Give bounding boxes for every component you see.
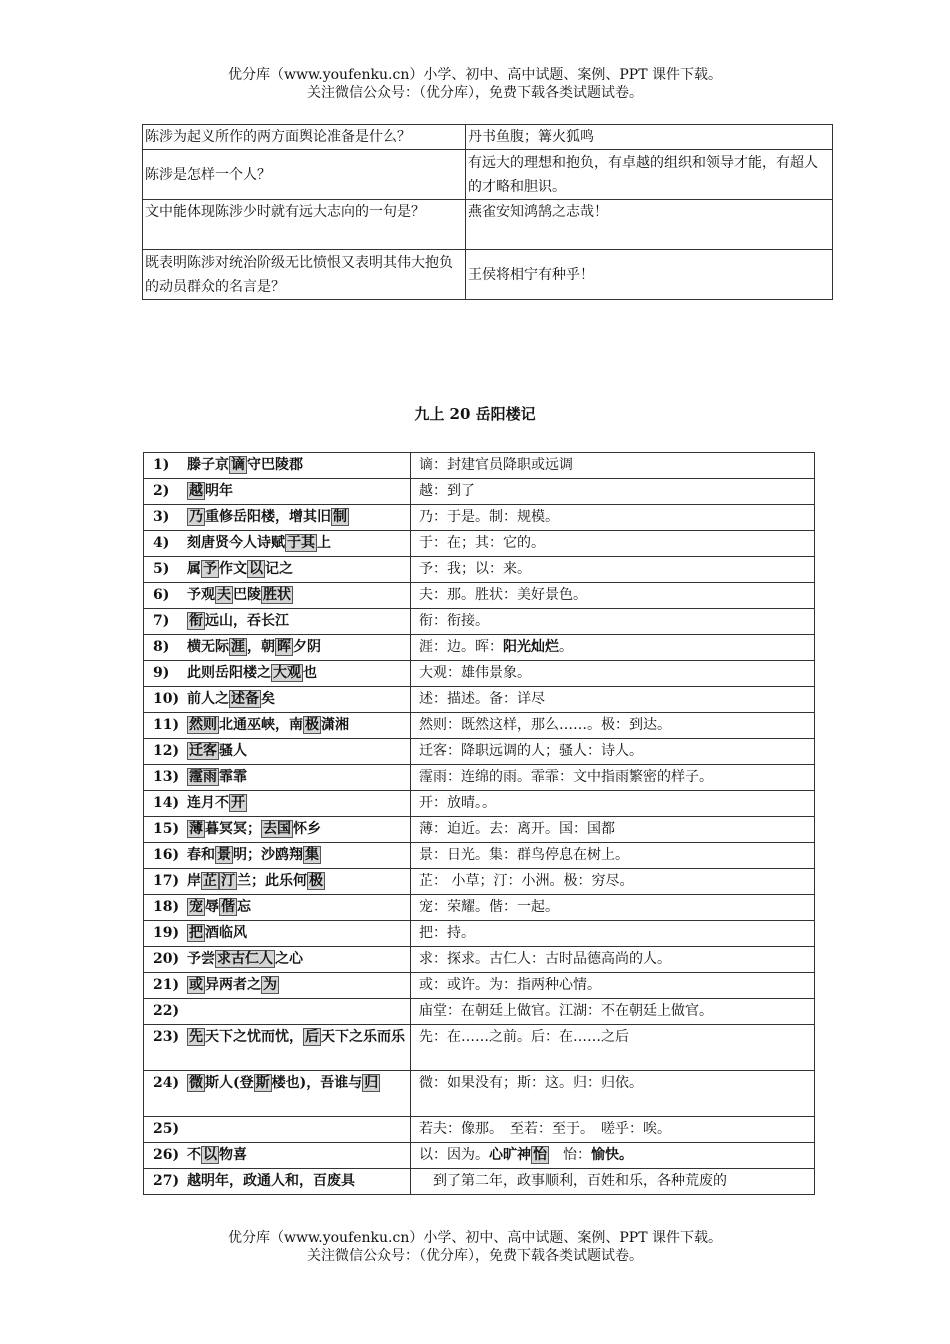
l-text-segment: 暮冥冥； bbox=[205, 821, 261, 837]
l-text-segment: 也 bbox=[303, 665, 317, 681]
vocab-number: 14) bbox=[153, 795, 180, 811]
qa-question: 既表明陈涉对统治阶级无比愤恨又表明其伟大抱负的动员群众的名言是？ bbox=[143, 250, 466, 300]
l-text-segment: 薄 bbox=[189, 821, 203, 837]
vocab-explanation bbox=[411, 739, 815, 765]
header-line-1: 优分库（www.youfenku.cn）小学、初中、高中试题、案例、PPT 课件下载。 bbox=[227, 67, 722, 83]
vocab-phrase bbox=[144, 1117, 411, 1143]
vocab-number: 15) bbox=[153, 821, 180, 837]
l-text-segment: 胜状 bbox=[263, 587, 291, 603]
l-text-segment: 春和 bbox=[187, 847, 215, 863]
vocab-phrase bbox=[144, 557, 411, 583]
r-text-segment: 述：描述。备：详尽 bbox=[419, 691, 545, 707]
vocab-explanation bbox=[411, 687, 815, 713]
l-text-segment: 潇湘 bbox=[321, 717, 349, 733]
vocab-phrase bbox=[144, 635, 411, 661]
r-text-segment: 怡： bbox=[549, 1147, 591, 1163]
r-text-segment: 大观：雄伟景象。 bbox=[419, 665, 531, 681]
l-text-segment: 滕子京 bbox=[187, 457, 229, 473]
vocab-phrase bbox=[144, 947, 411, 973]
l-text-segment: 忘 bbox=[237, 899, 251, 915]
r-text-segment: 迁客：降职远调的人；骚人：诗人。 bbox=[419, 743, 643, 759]
vocab-row bbox=[144, 453, 815, 479]
qa-question: 文中能体现陈涉少时就有远大志向的一句是？ bbox=[143, 200, 466, 250]
vocab-phrase bbox=[144, 1169, 411, 1195]
vocab-explanation bbox=[411, 921, 815, 947]
vocab-explanation bbox=[411, 505, 815, 531]
qa-answer: 丹书鱼腹；篝火狐鸣 bbox=[466, 125, 833, 150]
l-text-segment: 把 bbox=[189, 925, 203, 941]
vocab-phrase bbox=[144, 531, 411, 557]
vocab-number: 16) bbox=[153, 847, 180, 863]
l-text-segment: ，朝 bbox=[247, 639, 275, 655]
vocab-row bbox=[144, 635, 815, 661]
vocab-row bbox=[144, 687, 815, 713]
l-text-segment: 涯 bbox=[231, 639, 245, 655]
l-text-segment: 越 bbox=[189, 483, 203, 499]
vocab-row bbox=[144, 713, 815, 739]
l-text-segment: 汀 bbox=[221, 873, 235, 889]
r-text-segment: 愉快。 bbox=[591, 1147, 633, 1163]
vocab-number: 18) bbox=[153, 899, 180, 915]
r-text-segment: 于：在；其：它的。 bbox=[419, 535, 545, 551]
l-text-segment: 予观 bbox=[187, 587, 215, 603]
l-text-segment: 楼也)，吾谁与 bbox=[271, 1075, 363, 1091]
l-text-segment: 然则 bbox=[189, 717, 217, 733]
vocab-number: 27) bbox=[153, 1173, 180, 1189]
vocab-row bbox=[144, 479, 815, 505]
l-text-segment: 予尝 bbox=[187, 951, 215, 967]
l-text-segment: 景 bbox=[217, 847, 231, 863]
footer-line-2: 关注微信公众号：（优分库），免费下载各类试题试卷。 bbox=[307, 1248, 643, 1264]
vocab-phrase bbox=[144, 583, 411, 609]
l-text-segment: 越明年，政通人和，百废具 bbox=[187, 1173, 355, 1189]
l-text-segment: 记之 bbox=[265, 561, 293, 577]
vocab-explanation bbox=[411, 1169, 815, 1195]
page-footer bbox=[0, 1229, 950, 1265]
vocab-number: 23) bbox=[153, 1029, 180, 1045]
vocab-row bbox=[144, 947, 815, 973]
vocab-phrase bbox=[144, 973, 411, 999]
vocab-phrase bbox=[144, 713, 411, 739]
r-text-segment: 霪雨：连绵的雨。霏霏：文中指雨繁密的样子。 bbox=[419, 769, 713, 785]
vocab-phrase bbox=[144, 765, 411, 791]
l-text-segment: 大观 bbox=[273, 665, 301, 681]
vocab-number: 9) bbox=[153, 665, 170, 681]
vocab-row bbox=[144, 869, 815, 895]
l-text-segment: 夕阴 bbox=[293, 639, 321, 655]
l-text-segment: 极 bbox=[309, 873, 323, 889]
l-text-segment: 作文 bbox=[219, 561, 247, 577]
vocab-number: 19) bbox=[153, 925, 180, 941]
vocab-row bbox=[144, 973, 815, 999]
l-text-segment: 属 bbox=[187, 561, 201, 577]
l-text-segment: 守巴陵郡 bbox=[247, 457, 303, 473]
r-text-segment: 把：持。 bbox=[419, 925, 475, 941]
r-text-segment: 怡 bbox=[533, 1147, 547, 1163]
vocab-explanation bbox=[411, 791, 815, 817]
l-text-segment: 岸 bbox=[187, 873, 201, 889]
vocab-explanation bbox=[411, 999, 815, 1025]
vocab-phrase bbox=[144, 791, 411, 817]
l-text-segment: 晖 bbox=[277, 639, 291, 655]
l-text-segment: 以 bbox=[203, 1147, 217, 1163]
qa-row bbox=[143, 200, 833, 250]
r-text-segment: 微：如果没有；斯：这。归：归依。 bbox=[419, 1075, 643, 1091]
vocab-row bbox=[144, 505, 815, 531]
vocab-explanation bbox=[411, 869, 815, 895]
r-text-segment: 阳光灿烂 bbox=[503, 639, 559, 655]
l-text-segment: 矣 bbox=[261, 691, 275, 707]
vocab-row bbox=[144, 817, 815, 843]
vocab-explanation bbox=[411, 583, 815, 609]
vocab-phrase bbox=[144, 921, 411, 947]
vocab-phrase bbox=[144, 661, 411, 687]
l-text-segment: 怀乡 bbox=[293, 821, 321, 837]
vocab-phrase bbox=[144, 687, 411, 713]
footer-line-1: 优分库（www.youfenku.cn）小学、初中、高中试题、案例、PPT 课件下载。 bbox=[227, 1230, 722, 1246]
l-text-segment: 归 bbox=[364, 1075, 379, 1091]
vocab-number: 13) bbox=[153, 769, 180, 785]
vocab-number: 12) bbox=[153, 743, 180, 759]
l-text-segment: 远山，吞长江 bbox=[205, 613, 289, 629]
vocab-row bbox=[144, 609, 815, 635]
vocab-phrase bbox=[144, 1025, 411, 1071]
vocab-phrase bbox=[144, 817, 411, 843]
l-text-segment: 上 bbox=[317, 535, 331, 551]
r-text-segment: 谪：封建官员降职或远调 bbox=[419, 457, 573, 473]
l-text-segment: 天下之忧而忧， bbox=[205, 1029, 303, 1045]
vocab-explanation bbox=[411, 1117, 815, 1143]
vocab-row bbox=[144, 557, 815, 583]
vocab-phrase bbox=[144, 739, 411, 765]
vocab-phrase bbox=[144, 999, 411, 1025]
l-text-segment: 为 bbox=[263, 977, 277, 993]
l-text-segment: 异两者之 bbox=[205, 977, 261, 993]
qa-question: 陈涉是怎样一个人？ bbox=[143, 150, 466, 200]
l-text-segment: 不 bbox=[187, 1147, 201, 1163]
vocab-explanation bbox=[411, 453, 815, 479]
qa-table bbox=[142, 124, 833, 300]
vocab-phrase bbox=[144, 895, 411, 921]
l-text-segment: 横无际 bbox=[187, 639, 229, 655]
l-text-segment: 制 bbox=[333, 509, 347, 525]
vocab-explanation bbox=[411, 531, 815, 557]
vocab-number: 11) bbox=[153, 717, 180, 733]
vocab-number: 25) bbox=[153, 1121, 180, 1137]
vocab-number: 6) bbox=[153, 587, 170, 603]
l-text-segment: 霏霏 bbox=[219, 769, 247, 785]
l-text-segment: 物喜 bbox=[219, 1147, 247, 1163]
vocab-explanation bbox=[411, 973, 815, 999]
vocab-explanation bbox=[411, 609, 815, 635]
r-text-segment: 开：放晴。。 bbox=[419, 795, 496, 811]
vocab-number: 22) bbox=[153, 1003, 180, 1019]
r-text-segment: 乃：于是。制：规模。 bbox=[419, 509, 559, 525]
l-text-segment: 衔 bbox=[189, 613, 203, 629]
vocab-row bbox=[144, 661, 815, 687]
qa-answer: 燕雀安知鸿鹄之志哉！ bbox=[466, 200, 833, 250]
l-text-segment: 偕 bbox=[221, 899, 235, 915]
vocab-phrase bbox=[144, 1143, 411, 1169]
page-header bbox=[0, 66, 950, 102]
l-text-segment: 以 bbox=[249, 561, 263, 577]
l-text-segment: 开 bbox=[231, 795, 245, 811]
l-text-segment: 重修岳阳楼，增其旧 bbox=[205, 509, 331, 525]
l-text-segment: 之心 bbox=[275, 951, 303, 967]
vocab-explanation bbox=[411, 947, 815, 973]
qa-row bbox=[143, 125, 833, 150]
l-text-segment: 前人之 bbox=[187, 691, 229, 707]
l-text-segment: 此则岳阳楼之 bbox=[187, 665, 271, 681]
l-text-segment: 宠 bbox=[189, 899, 203, 915]
vocab-number: 24) bbox=[153, 1075, 180, 1091]
vocab-explanation bbox=[411, 1025, 815, 1071]
r-text-segment: 然则：既然这样，那么……。极：到达。 bbox=[419, 717, 671, 733]
vocab-explanation bbox=[411, 817, 815, 843]
r-text-segment: 景：日光。集：群鸟停息在树上。 bbox=[419, 847, 629, 863]
vocab-number: 10) bbox=[153, 691, 180, 707]
vocab-explanation bbox=[411, 479, 815, 505]
r-text-segment: 庙堂：在朝廷上做官。江湖：不在朝廷上做官。 bbox=[419, 1003, 713, 1019]
header-line-2: 关注微信公众号：（优分库），免费下载各类试题试卷。 bbox=[307, 85, 643, 101]
l-text-segment: 求古仁人 bbox=[217, 951, 273, 967]
l-text-segment: 斯人(登 bbox=[205, 1075, 254, 1091]
r-text-segment: 先：在……之前。后：在……之后 bbox=[419, 1029, 629, 1045]
l-text-segment: 刻唐贤今人诗赋 bbox=[187, 535, 285, 551]
r-text-segment: 。 bbox=[559, 639, 573, 655]
vocab-explanation bbox=[411, 713, 815, 739]
qa-row bbox=[143, 150, 833, 200]
vocab-table-body bbox=[144, 453, 815, 1195]
l-text-segment: 明年 bbox=[205, 483, 233, 499]
l-text-segment: 集 bbox=[305, 847, 319, 863]
qa-answer: 有远大的理想和抱负，有卓越的组织和领导才能，有超人的才略和胆识。 bbox=[466, 150, 833, 200]
l-text-segment: 连月不 bbox=[187, 795, 229, 811]
vocab-phrase bbox=[144, 609, 411, 635]
vocab-number: 7) bbox=[153, 613, 170, 629]
r-text-segment: 心旷神 bbox=[489, 1147, 531, 1163]
l-text-segment: 去国 bbox=[263, 821, 291, 837]
l-text-segment: 巴陵 bbox=[233, 587, 261, 603]
l-text-segment: 述备 bbox=[231, 691, 259, 707]
vocab-number: 4) bbox=[153, 535, 170, 551]
vocab-row bbox=[144, 1117, 815, 1143]
l-text-segment: 酒临风 bbox=[205, 925, 247, 941]
section-title: 九上 20 岳阳楼记 bbox=[414, 405, 536, 423]
vocab-explanation bbox=[411, 843, 815, 869]
l-text-segment: 予 bbox=[203, 561, 217, 577]
vocab-row bbox=[144, 765, 815, 791]
vocab-explanation bbox=[411, 895, 815, 921]
vocab-number: 2) bbox=[153, 483, 170, 499]
l-text-segment: 于其 bbox=[287, 535, 315, 551]
vocab-number: 20) bbox=[153, 951, 180, 967]
l-text-segment: 兰；此乐何 bbox=[237, 873, 307, 889]
vocab-explanation bbox=[411, 1071, 815, 1117]
qa-question: 陈涉为起义所作的两方面舆论准备是什么？ bbox=[143, 125, 466, 150]
vocab-number: 5) bbox=[153, 561, 170, 577]
r-text-segment: 予：我；以：来。 bbox=[419, 561, 531, 577]
r-text-segment: 到了第二年，政事顺利，百姓和乐，各种荒废的 bbox=[419, 1173, 727, 1189]
vocab-row bbox=[144, 531, 815, 557]
qa-row bbox=[143, 250, 833, 300]
vocab-row bbox=[144, 1071, 815, 1117]
r-text-segment: 涯：边。晖： bbox=[419, 639, 503, 655]
r-text-segment: 越：到了 bbox=[419, 483, 475, 499]
vocab-explanation bbox=[411, 557, 815, 583]
l-text-segment: 微 bbox=[189, 1075, 203, 1091]
l-text-segment: 辱 bbox=[205, 899, 219, 915]
vocab-number: 26) bbox=[153, 1147, 180, 1163]
vocab-explanation bbox=[411, 635, 815, 661]
vocab-row bbox=[144, 739, 815, 765]
l-text-segment: 北通巫峡，南 bbox=[219, 717, 303, 733]
r-text-segment: 若夫：像那。 至若：至于。 嗟乎：唉。 bbox=[419, 1121, 671, 1137]
vocab-row bbox=[144, 895, 815, 921]
r-text-segment: 衔：衔接。 bbox=[419, 613, 489, 629]
vocab-number: 21) bbox=[153, 977, 180, 993]
r-text-segment: 以：因为。 bbox=[419, 1147, 489, 1163]
r-text-segment: 薄：迫近。去：离开。国：国都 bbox=[419, 821, 615, 837]
r-text-segment: 芷： 小草；汀：小洲。极：穷尽。 bbox=[419, 873, 634, 889]
vocab-phrase bbox=[144, 843, 411, 869]
l-text-segment: 斯 bbox=[255, 1075, 270, 1091]
l-text-segment: 明；沙鸥翔 bbox=[233, 847, 303, 863]
l-text-segment: 或 bbox=[189, 977, 203, 993]
l-text-segment: 夫 bbox=[217, 587, 231, 603]
vocab-number: 3) bbox=[153, 509, 170, 525]
l-text-segment: 迁客 bbox=[189, 743, 217, 759]
r-text-segment: 求：探求。古仁人：古时品德高尚的人。 bbox=[419, 951, 671, 967]
vocab-number: 8) bbox=[153, 639, 170, 655]
vocab-explanation bbox=[411, 765, 815, 791]
vocab-phrase bbox=[144, 505, 411, 531]
l-text-segment: 后 bbox=[305, 1029, 319, 1045]
vocab-number: 17) bbox=[153, 873, 180, 889]
vocab-phrase bbox=[144, 453, 411, 479]
l-text-segment: 先 bbox=[189, 1029, 203, 1045]
vocab-row bbox=[144, 1169, 815, 1195]
r-text-segment: 夫：那。胜状：美好景色。 bbox=[419, 587, 587, 603]
l-text-segment: 霪雨 bbox=[189, 769, 217, 785]
l-text-segment: 芷 bbox=[203, 873, 217, 889]
vocab-row bbox=[144, 921, 815, 947]
l-text-segment: 乃 bbox=[189, 509, 203, 525]
vocab-explanation bbox=[411, 1143, 815, 1169]
r-text-segment: 或：或许。为：指两种心情。 bbox=[419, 977, 601, 993]
vocab-row bbox=[144, 999, 815, 1025]
vocab-row bbox=[144, 843, 815, 869]
qa-answer: 王侯将相宁有种乎！ bbox=[466, 250, 833, 300]
vocab-row bbox=[144, 791, 815, 817]
l-text-segment: 谪 bbox=[231, 457, 245, 473]
vocab-row bbox=[144, 1025, 815, 1071]
l-text-segment: 骚人 bbox=[219, 743, 247, 759]
vocab-phrase bbox=[144, 869, 411, 895]
vocab-phrase bbox=[144, 479, 411, 505]
vocab-row bbox=[144, 1143, 815, 1169]
r-text-segment: 宠：荣耀。偕：一起。 bbox=[419, 899, 559, 915]
vocab-explanation bbox=[411, 661, 815, 687]
vocab-table bbox=[143, 452, 815, 1195]
l-text-segment: 天下之乐而乐 bbox=[321, 1029, 405, 1045]
vocab-phrase bbox=[144, 1071, 411, 1117]
vocab-number: 1) bbox=[153, 457, 170, 473]
vocab-row bbox=[144, 583, 815, 609]
l-text-segment: 极 bbox=[305, 717, 319, 733]
